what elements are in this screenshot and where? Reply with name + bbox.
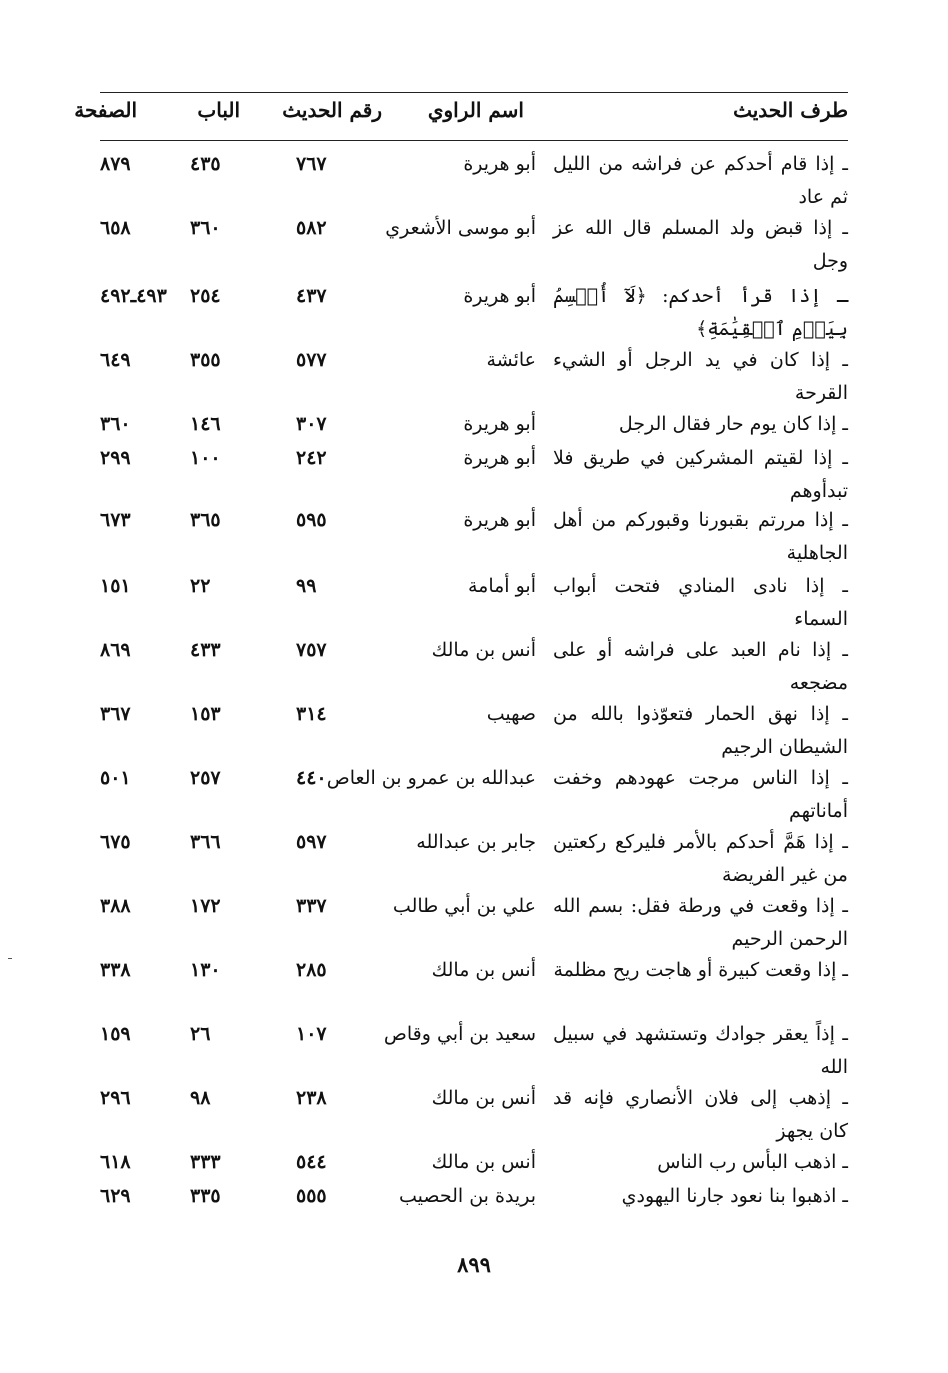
table-row <box>0 280 948 344</box>
header-narrator: اسم الراوي <box>427 98 524 122</box>
hadith-number: ٣١٤ <box>296 703 327 725</box>
narrator: أنس بن مالك <box>431 959 536 981</box>
hadith-number: ٧٦٧ <box>296 153 327 175</box>
header-page: الصفحة <box>74 98 137 122</box>
hadith-number: ٥٧٧ <box>296 349 327 371</box>
hadith-text: ـ إذاً يعقر جوادك وتستشهد في سبيل الله <box>553 1023 848 1078</box>
hadith-number: ٣٣٧ <box>296 895 327 917</box>
narrator: بريدة بن الحصيب <box>398 1185 536 1207</box>
chapter-number: ٤٣٥ <box>190 153 221 175</box>
page-reference: ٦٧٥ <box>100 831 131 853</box>
table-row <box>0 762 948 826</box>
page-reference: ٨٦٩ <box>100 639 131 661</box>
hadith-text: ـ إذا قرأ أحدكم: ﴿لَآ أُقۡسِمُ بِيَوۡمِ ٱلۡقِيَٰمَةِ﴾ <box>553 285 848 340</box>
narrator: سعيد بن أبي وقاص <box>383 1023 536 1045</box>
page-reference: ٨٧٩ <box>100 153 131 175</box>
narrator: جابر بن عبدالله <box>416 831 536 853</box>
narrator: عائشة <box>486 349 536 371</box>
page-reference: ٣٦٧ <box>100 703 131 725</box>
hadith-number: ٥٩٧ <box>296 831 327 853</box>
page-reference: ٦٢٩ <box>100 1185 131 1207</box>
hadith-text: ـ إذا كان يوم حار فقال الرجل <box>618 413 848 435</box>
chapter-number: ٩٨ <box>190 1087 211 1109</box>
chapter-number: ٤٣٣ <box>190 639 221 661</box>
hadith-number: ٧٥٧ <box>296 639 327 661</box>
chapter-number: ٢٢ <box>190 575 211 597</box>
narrator: أبو هريرة <box>463 413 536 435</box>
top-rule <box>100 92 848 93</box>
chapter-number: ٢٦ <box>190 1023 211 1045</box>
table-row <box>0 442 948 504</box>
table-row <box>0 826 948 890</box>
narrator: علي بن أبي طالب <box>392 895 536 917</box>
hadith-index-table <box>0 148 948 1214</box>
hadith-text: ـ إذا وقعت كبيرة أو هاجت ريح مظلمة <box>553 959 848 981</box>
page-reference: ١٥٩ <box>100 1023 131 1045</box>
chapter-number: ٢٥٤ <box>190 285 221 307</box>
narrator: أبو أمامة <box>467 575 536 597</box>
narrator: أبو هريرة <box>463 153 536 175</box>
header-hadith-text: طرف الحديث <box>733 98 848 122</box>
chapter-number: ٣٣٥ <box>190 1185 221 1207</box>
hadith-text: ـ اذهب البأس رب الناس <box>657 1151 848 1173</box>
narrator: أنس بن مالك <box>431 639 536 661</box>
table-row <box>0 504 948 570</box>
table-row <box>0 954 948 1018</box>
narrator: أبو موسى الأشعري <box>385 217 536 239</box>
page-reference: ٣٦٠ <box>100 413 131 435</box>
chapter-number: ٢٥٧ <box>190 767 221 789</box>
page-reference: ٢٩٦ <box>100 1087 131 1109</box>
narrator: أنس بن مالك <box>431 1151 536 1173</box>
table-row <box>0 570 948 634</box>
table-row <box>0 1180 948 1214</box>
chapter-number: ٣٦٦ <box>190 831 221 853</box>
header-hadith-number: رقم الحديث <box>282 98 382 122</box>
table-row <box>0 344 948 408</box>
hadith-number: ٢٤٢ <box>296 447 327 469</box>
hadith-number: ٥٩٥ <box>296 509 327 531</box>
hadith-text: ـ إذا وقعت في ورطة فقل: بسم الله الرحمن الرحيم <box>553 895 848 950</box>
page-reference: ٦٧٣ <box>100 509 131 531</box>
hadith-number: ٢٣٨ <box>296 1087 327 1109</box>
chapter-number: ٣٣٣ <box>190 1151 221 1173</box>
hadith-text: ـ إذا قبض ولد المسلم قال الله عز وجل <box>553 217 848 272</box>
hadith-text: ـ إذا مررتم بقبورنا وقبوركم من أهل الجاهلية <box>553 509 848 564</box>
hadith-text: ـ إذهب إلى فلان الأنصاري فإنه قد كان يجهز <box>553 1087 848 1142</box>
hadith-number: ٥٤٤ <box>296 1151 327 1173</box>
table-row <box>0 1018 948 1082</box>
page-reference: ٤٩٣ـ٤٩٢ <box>100 285 167 307</box>
chapter-number: ١٧٢ <box>190 895 221 917</box>
table-row <box>0 634 948 698</box>
hadith-text: ـ إذا كان في يد الرجل أو الشيء القرحة <box>553 349 848 404</box>
chapter-number: ٣٥٥ <box>190 349 221 371</box>
page-reference: ٦١٨ <box>100 1151 131 1173</box>
page-reference: ٦٤٩ <box>100 349 131 371</box>
page-reference: ١٥١ <box>100 575 131 597</box>
chapter-number: ١٣٠ <box>190 959 221 981</box>
header-rule <box>100 140 848 141</box>
chapter-number: ٣٦٥ <box>190 509 221 531</box>
margin-mark <box>8 958 12 959</box>
page-reference: ٣٨٨ <box>100 895 131 917</box>
narrator: صهيب <box>486 703 536 725</box>
hadith-number: ٤٣٧ <box>296 285 327 307</box>
table-row <box>0 408 948 442</box>
page-reference: ٦٥٨ <box>100 217 131 239</box>
header-chapter: الباب <box>197 98 240 122</box>
hadith-text: ـ إذا نام العبد على فراشه أو على مضجعه <box>553 639 848 694</box>
narrator: أبو هريرة <box>463 285 536 307</box>
hadith-text: ـ إذا لقيتم المشركين في طريق فلا تبدأوهم <box>553 447 848 502</box>
hadith-number: ١٠٧ <box>296 1023 327 1045</box>
table-row <box>0 1146 948 1180</box>
table-row <box>0 148 948 212</box>
hadith-text: ـ إذا نادى المنادي فتحت أبواب السماء <box>553 575 848 630</box>
table-row <box>0 212 948 280</box>
page-reference: ٥٠١ <box>100 767 131 789</box>
hadith-number: ٢٨٥ <box>296 959 327 981</box>
table-row <box>0 1082 948 1146</box>
page-reference: ٢٩٩ <box>100 447 131 469</box>
table-row <box>0 890 948 954</box>
hadith-number: ٤٤٠ <box>296 767 327 789</box>
hadith-number: ٣٠٧ <box>296 413 327 435</box>
narrator: أبو هريرة <box>463 447 536 469</box>
chapter-number: ١٥٣ <box>190 703 221 725</box>
hadith-text: ـ إذا الناس مرجت عهودهم وخفت أماناتهم <box>553 767 848 822</box>
narrator: عبدالله بن عمرو بن العاص <box>326 767 536 789</box>
hadith-number: ٥٥٥ <box>296 1185 327 1207</box>
table-row <box>0 698 948 762</box>
chapter-number: ٣٦٠ <box>190 217 221 239</box>
chapter-number: ١٤٦ <box>190 413 221 435</box>
chapter-number: ١٠٠ <box>190 447 221 469</box>
hadith-text: ـ اذهبوا بنا نعود جارنا اليهودي <box>621 1185 848 1207</box>
hadith-number: ٥٨٢ <box>296 217 327 239</box>
hadith-number: ٩٩ <box>296 575 317 597</box>
page-reference: ٣٣٨ <box>100 959 131 981</box>
hadith-text: ـ إذا هَمَّ أحدكم بالأمر فليركع ركعتين من غير الفريضة <box>553 831 848 886</box>
narrator: أبو هريرة <box>463 509 536 531</box>
hadith-text: ـ إذا قام أحدكم عن فراشه من الليل ثم عاد <box>553 153 848 208</box>
hadith-text: ـ إذا نهق الحمار فتعوّذوا بالله من الشيطان الرجيم <box>553 703 848 758</box>
page-number: ٨٩٩ <box>457 1252 491 1277</box>
narrator: أنس بن مالك <box>431 1087 536 1109</box>
